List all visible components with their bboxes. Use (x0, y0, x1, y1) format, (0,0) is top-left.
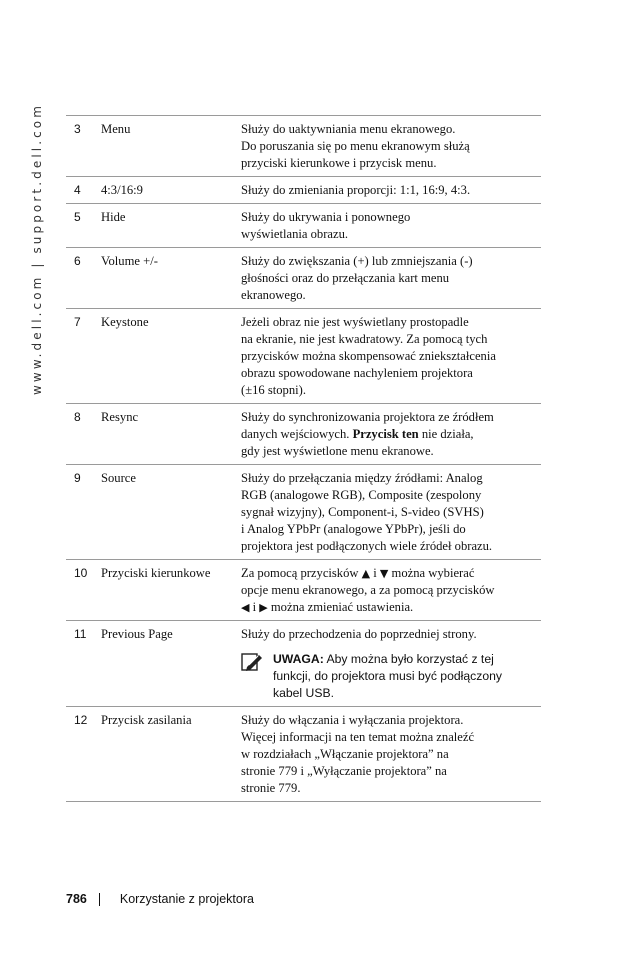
desc-line: obrazu spowodowane nachyleniem projektora (241, 366, 473, 380)
button-table (66, 115, 541, 802)
table-row (66, 177, 541, 204)
left-arrow-icon: ◀ (241, 601, 250, 614)
desc-text: i (249, 600, 260, 614)
down-arrow-icon: ▼ (379, 567, 389, 580)
page-number: 786 (66, 892, 87, 906)
row-description (241, 409, 541, 460)
note-text: kabel USB. (273, 686, 334, 700)
desc-line: Służy do uaktywniania menu ekranowego. (241, 122, 456, 136)
desc-line: przycisków można skompensować zniekształcenia (241, 349, 496, 363)
table-row (66, 248, 541, 309)
desc-line: stronie 779 i „Wyłączanie projektora” na (241, 764, 447, 778)
desc-line: Służy do przełączania między źródłami: Analog (241, 471, 483, 485)
row-number: 12 (74, 713, 88, 727)
desc-line: opcje menu ekranowego, a za pomocą przycisków (241, 583, 495, 597)
row-number: 4 (74, 183, 81, 197)
note-text: Aby można było korzystać z tej (326, 652, 494, 666)
row-name: Volume +/- (101, 254, 158, 268)
row-description (241, 626, 541, 702)
row-number: 8 (74, 410, 81, 424)
row-name: Hide (101, 210, 126, 224)
desc-line (241, 599, 541, 616)
desc-line: na ekranie, nie jest kwadratowy. Za pomocą tych (241, 332, 488, 346)
table-row (66, 465, 541, 560)
row-name: Source (101, 471, 136, 485)
note-pencil-icon (241, 653, 263, 671)
desc-line: Służy do zwiększania (+) lub zmniejszania (-) (241, 254, 473, 268)
desc-line: głośności oraz do przełączania kart menu (241, 271, 450, 285)
section-title: Korzystanie z projektora (119, 892, 254, 906)
footer-divider (99, 893, 100, 906)
row-description (241, 712, 541, 797)
desc-line: ekranowego. (241, 288, 306, 302)
row-name: Przycisk zasilania (101, 713, 192, 727)
desc-text: nie działa, (418, 427, 474, 441)
desc-line: i Analog YPbPr (analogowe YPbPr), jeśli do (241, 522, 466, 536)
right-arrow-icon: ▶ (259, 601, 268, 614)
row-name: Menu (101, 122, 131, 136)
desc-text: Za pomocą przycisków (241, 566, 362, 580)
desc-line (241, 426, 541, 443)
row-description (241, 470, 541, 555)
row-number: 9 (74, 471, 81, 485)
row-description (241, 121, 541, 172)
note-text: funkcji, do projektora musi być podłączony (273, 669, 502, 683)
row-description (241, 253, 541, 304)
desc-text: można wybierać (388, 566, 475, 580)
row-name: Keystone (101, 315, 149, 329)
desc-line: (±16 stopni). (241, 383, 306, 397)
desc-line (241, 565, 541, 582)
note-box (241, 651, 541, 702)
table-row (66, 404, 541, 465)
desc-line: Służy do przechodzenia do poprzedniej strony. (241, 627, 477, 641)
desc-line: RGB (analogowe RGB), Composite (zespolony (241, 488, 482, 502)
table-row (66, 560, 541, 621)
row-number: 5 (74, 210, 81, 224)
row-number: 6 (74, 254, 81, 268)
up-arrow-icon: ▲ (361, 567, 371, 580)
table-row (66, 204, 541, 248)
desc-line: Służy do zmieniania proporcji: 1:1, 16:9, 4:3. (241, 183, 471, 197)
row-name: Previous Page (101, 627, 173, 641)
row-description (241, 182, 541, 199)
table-row (66, 116, 541, 177)
row-number: 3 (74, 122, 81, 136)
desc-text: i (370, 566, 380, 580)
table-row (66, 621, 541, 707)
desc-line: sygnał wizyjny), Component-i, S-video (SVHS) (241, 505, 484, 519)
desc-line: Do poruszania się po menu ekranowym służą (241, 139, 470, 153)
side-url-text: www.dell.com | support.dell.com (30, 102, 44, 395)
desc-line: wyświetlania obrazu. (241, 227, 349, 241)
note-label: UWAGA: (273, 652, 324, 666)
row-name: 4:3/16:9 (101, 183, 143, 197)
table-row (66, 309, 541, 404)
row-description (241, 209, 541, 243)
desc-bold-text: Przycisk ten (352, 427, 419, 441)
desc-line: projektora jest podłączonych wiele źródeł obrazu. (241, 539, 493, 553)
desc-line: Służy do synchronizowania projektora ze źródłem (241, 410, 494, 424)
desc-line: stronie 779. (241, 781, 301, 795)
desc-line: gdy jest wyświetlone menu ekranowe. (241, 444, 434, 458)
desc-line: Służy do ukrywania i ponownego (241, 210, 411, 224)
page-footer (66, 892, 254, 906)
desc-text: można zmieniać ustawienia. (267, 600, 414, 614)
row-number: 11 (74, 627, 87, 641)
row-name: Resync (101, 410, 139, 424)
row-name: Przyciski kierunkowe (101, 566, 211, 580)
table-row (66, 707, 541, 802)
desc-line: przyciski kierunkowe i przycisk menu. (241, 156, 437, 170)
row-description (241, 565, 541, 616)
desc-line: Służy do włączania i wyłączania projektora. (241, 713, 464, 727)
row-number: 7 (74, 315, 81, 329)
desc-line: Jeżeli obraz nie jest wyświetlany prostopadle (241, 315, 469, 329)
desc-text: danych wejściowych. (241, 427, 353, 441)
desc-line: w rozdziałach „Włączanie projektora” na (241, 747, 449, 761)
desc-line: Więcej informacji na ten temat można znaleźć (241, 730, 475, 744)
row-number: 10 (74, 566, 88, 580)
row-description (241, 314, 541, 399)
